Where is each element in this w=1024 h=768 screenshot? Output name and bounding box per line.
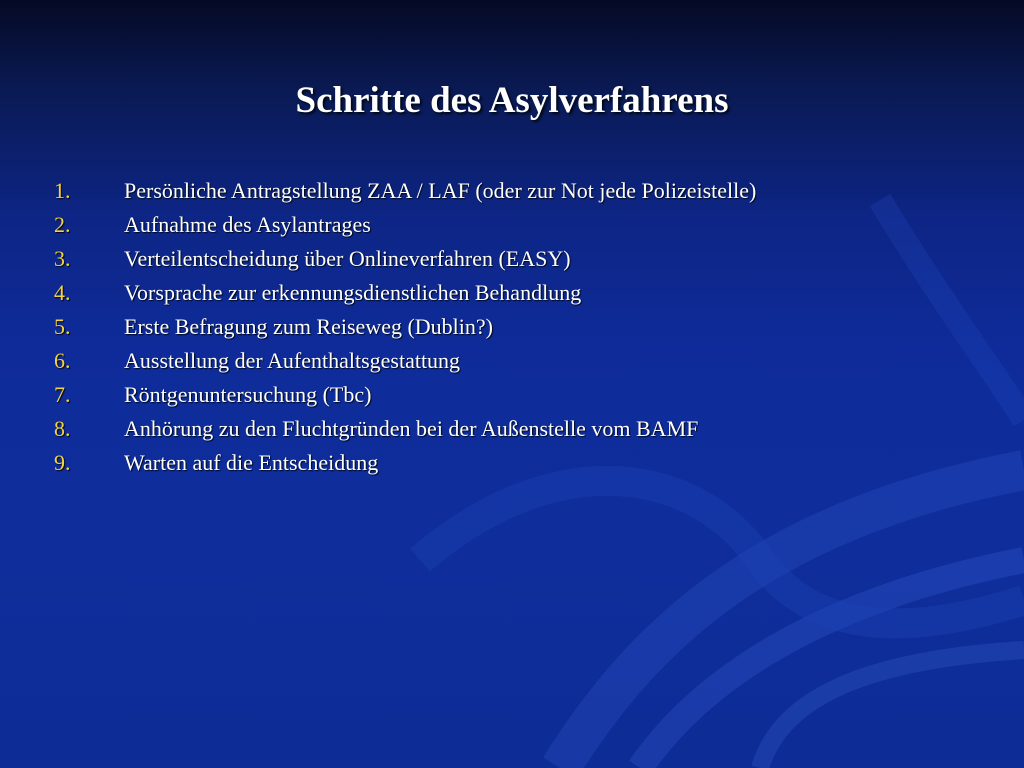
list-item-text: Vorsprache zur erkennungsdienstlichen Behandlung bbox=[124, 280, 582, 305]
list-item-number: 7. bbox=[54, 382, 71, 407]
list-item-text: Anhörung zu den Fluchtgründen bei der Außenstelle vom BAMF bbox=[124, 416, 699, 441]
list-item bbox=[54, 446, 756, 480]
list-item-text: Erste Befragung zum Reiseweg (Dublin?) bbox=[124, 314, 493, 339]
list-item-text: Ausstellung der Aufenthaltsgestattung bbox=[124, 348, 461, 373]
list-item-text: Verteilentscheidung über Onlineverfahren (EASY) bbox=[124, 246, 571, 271]
list-item-text: Röntgenuntersuchung (Tbc) bbox=[124, 382, 372, 407]
list-item-text: Persönliche Antragstellung ZAA / LAF (oder zur Not jede Polizeistelle) bbox=[124, 178, 757, 203]
list-item-number: 9. bbox=[54, 450, 71, 475]
list-item-number: 1. bbox=[54, 178, 71, 203]
steps-list bbox=[54, 174, 756, 480]
list-item-text: Aufnahme des Asylantrages bbox=[124, 212, 371, 237]
list-item-number: 8. bbox=[54, 416, 71, 441]
list-item-number: 4. bbox=[54, 280, 71, 305]
slide-title: Schritte des Asylverfahrens bbox=[295, 80, 729, 121]
list-item bbox=[54, 174, 756, 208]
list-item-number: 6. bbox=[54, 348, 71, 373]
list-item bbox=[54, 208, 756, 242]
list-item-number: 3. bbox=[54, 246, 71, 271]
list-item bbox=[54, 276, 756, 310]
list-item-text: Warten auf die Entscheidung bbox=[124, 450, 379, 475]
list-item-number: 2. bbox=[54, 212, 71, 237]
list-item bbox=[54, 378, 756, 412]
list-item bbox=[54, 310, 756, 344]
list-item bbox=[54, 344, 756, 378]
list-item-number: 5. bbox=[54, 314, 71, 339]
list-item bbox=[54, 242, 756, 276]
list-item bbox=[54, 412, 756, 446]
